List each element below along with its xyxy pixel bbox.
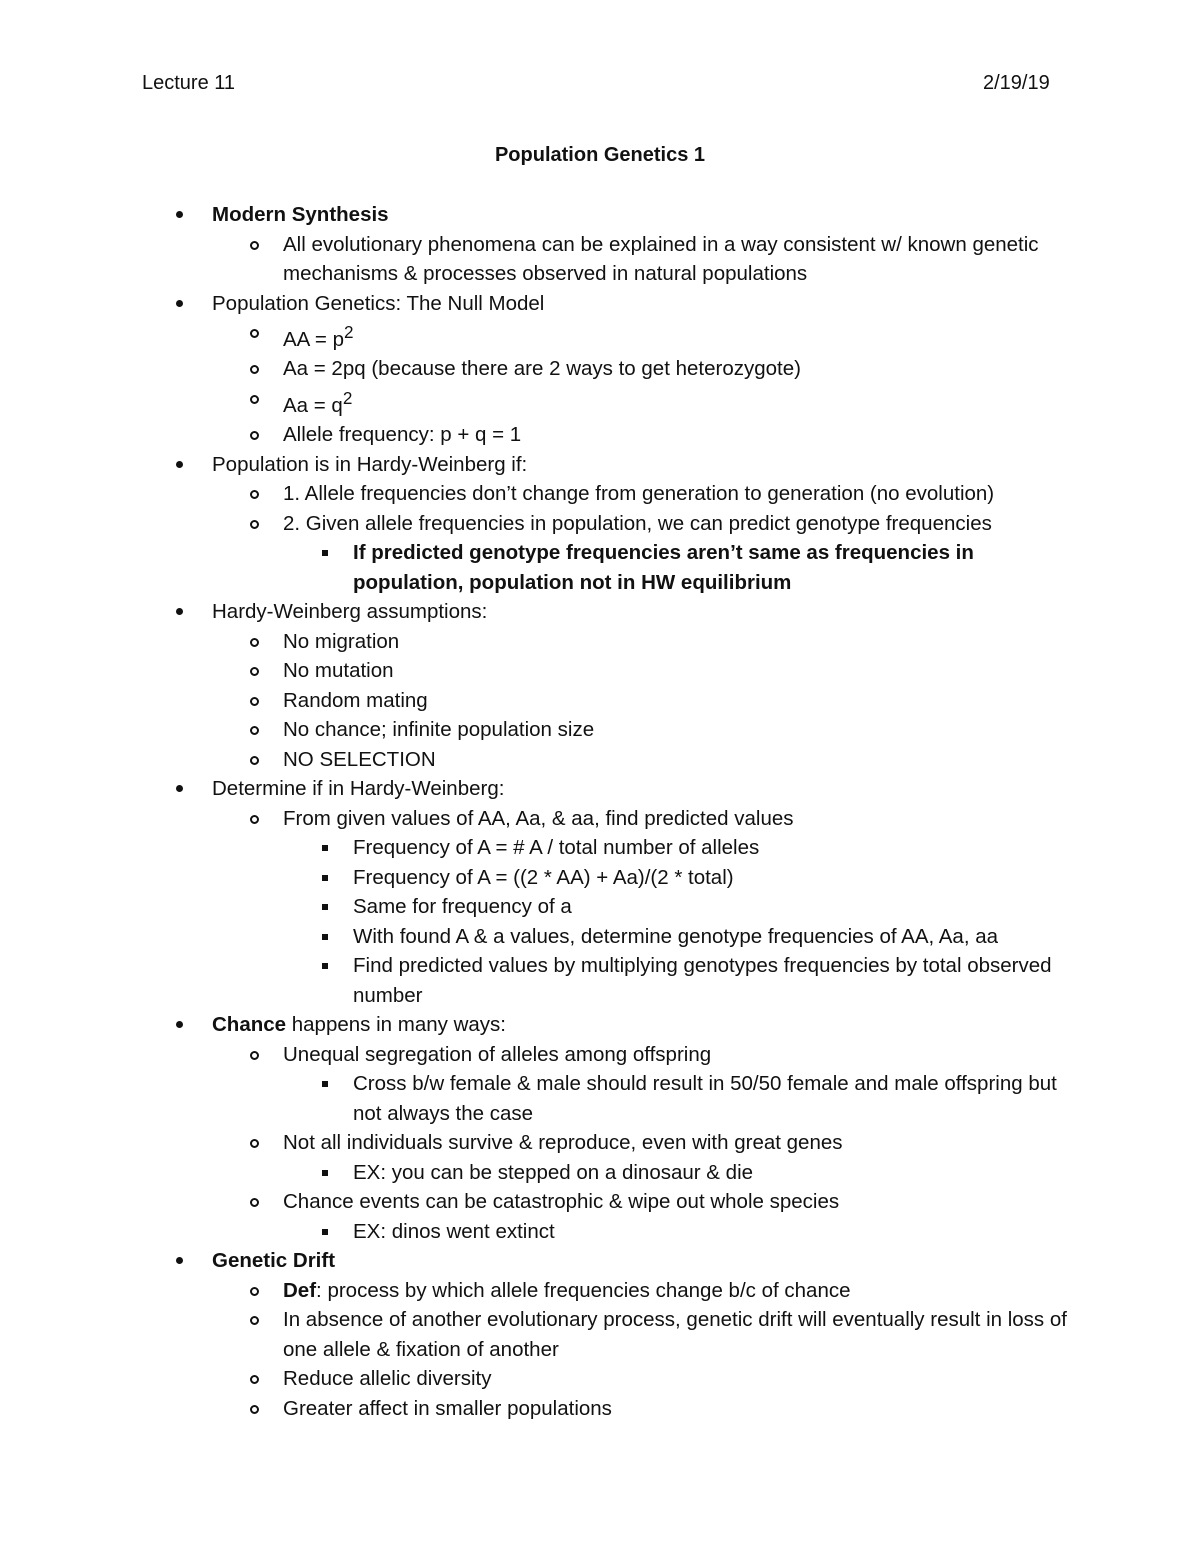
list-item-text: Population is in Hardy-Weinberg if: bbox=[212, 452, 528, 476]
list-item bbox=[0, 627, 1200, 657]
bullet-circle-icon bbox=[245, 627, 265, 657]
list-item bbox=[0, 1187, 1200, 1217]
bullet-circle-icon bbox=[245, 686, 265, 716]
list-item-text: Hardy-Weinberg assumptions: bbox=[212, 600, 488, 624]
list-item bbox=[0, 1158, 1200, 1188]
list-item-text: Chance happens in many ways: bbox=[212, 1013, 506, 1037]
list-item bbox=[0, 715, 1200, 745]
list-item bbox=[0, 1069, 1200, 1128]
notes-outline bbox=[0, 200, 1200, 1423]
bullet-circle-icon bbox=[245, 1187, 265, 1217]
list-item bbox=[0, 1276, 1200, 1306]
list-item bbox=[0, 1246, 1200, 1276]
list-item-text: Unequal segregation of alleles among offspring bbox=[283, 1042, 712, 1066]
list-item bbox=[0, 289, 1200, 319]
list-item-text: All evolutionary phenomena can be explained in a way consistent w/ known genetic mechanisms & processes observed in natural populations bbox=[283, 232, 1039, 285]
bullet-circle-icon bbox=[245, 1305, 265, 1335]
list-item-text: In absence of another evolutionary process, genetic drift will eventually result in loss of one allele & fixation of another bbox=[283, 1308, 1067, 1361]
bullet-square-icon bbox=[316, 892, 336, 922]
bullet-circle-icon bbox=[245, 1276, 265, 1306]
bullet-circle-icon bbox=[245, 384, 265, 414]
bullet-dot-icon bbox=[170, 1010, 190, 1040]
bullet-square-icon bbox=[316, 922, 336, 952]
list-item-text: No migration bbox=[283, 629, 400, 653]
bullet-circle-icon bbox=[245, 715, 265, 745]
bullet-circle-icon bbox=[245, 1128, 265, 1158]
list-item bbox=[0, 922, 1200, 952]
list-item bbox=[0, 420, 1200, 450]
list-item-text: No chance; infinite population size bbox=[283, 718, 595, 742]
list-item-text: Find predicted values by multiplying genotypes frequencies by total observed number bbox=[353, 954, 1052, 1007]
list-item-text: Determine if in Hardy-Weinberg: bbox=[212, 777, 505, 801]
list-item-text: Chance events can be catastrophic & wipe out whole species bbox=[283, 1190, 840, 1214]
list-item-text: Cross b/w female & male should result in 50/50 female and male offspring but not always the case bbox=[353, 1072, 1057, 1125]
date-label: 2/19/19 bbox=[983, 72, 1050, 94]
list-item-text: Def: process by which allele frequencies change b/c of chance bbox=[283, 1278, 851, 1302]
list-item bbox=[0, 384, 1200, 420]
bullet-square-icon bbox=[316, 951, 336, 981]
list-item bbox=[0, 1394, 1200, 1424]
list-item bbox=[0, 230, 1200, 289]
list-item-text: Greater affect in smaller populations bbox=[283, 1396, 612, 1420]
list-item bbox=[0, 1305, 1200, 1364]
list-item-text: With found A & a values, determine genotype frequencies of AA, Aa, aa bbox=[353, 924, 999, 948]
list-item bbox=[0, 318, 1200, 354]
list-item bbox=[0, 479, 1200, 509]
list-item-text: NO SELECTION bbox=[283, 747, 436, 771]
bullet-dot-icon bbox=[170, 450, 190, 480]
list-item-text: $Aa = q^2$ bbox=[283, 388, 353, 417]
list-item-text: Not all individuals survive & reproduce, even with great genes bbox=[283, 1131, 843, 1155]
bullet-circle-icon bbox=[245, 479, 265, 509]
bullet-circle-icon bbox=[245, 1394, 265, 1424]
list-item bbox=[0, 1040, 1200, 1070]
list-item-text: Aa = 2pq (because there are 2 ways to get heterozygote) bbox=[283, 357, 801, 381]
bullet-circle-icon bbox=[245, 745, 265, 775]
list-item bbox=[0, 354, 1200, 384]
bullet-circle-icon bbox=[245, 420, 265, 450]
list-item-text: Frequency of A = # A / total number of alleles bbox=[353, 836, 760, 860]
list-item bbox=[0, 951, 1200, 1010]
list-item-text: Population Genetics: The Null Model bbox=[212, 291, 545, 315]
bullet-dot-icon bbox=[170, 200, 190, 230]
bullet-circle-icon bbox=[245, 509, 265, 539]
list-item bbox=[0, 509, 1200, 539]
list-item bbox=[0, 538, 1200, 597]
bullet-square-icon bbox=[316, 1158, 336, 1188]
bullet-circle-icon bbox=[245, 1040, 265, 1070]
list-item-text: EX: dinos went extinct bbox=[353, 1219, 555, 1243]
bullet-square-icon bbox=[316, 863, 336, 893]
list-item-text: Modern Synthesis bbox=[212, 203, 389, 226]
list-item bbox=[0, 1010, 1200, 1040]
list-item-text: If predicted genotype frequencies aren’t same as frequencies in population, population not in HW equilibrium bbox=[353, 541, 974, 594]
list-item-text: EX: you can be stepped on a dinosaur & die bbox=[353, 1160, 754, 1184]
list-item bbox=[0, 863, 1200, 893]
bullet-square-icon bbox=[316, 538, 336, 568]
bullet-square-icon bbox=[316, 1069, 336, 1099]
bullet-dot-icon bbox=[170, 1246, 190, 1276]
bullet-circle-icon bbox=[245, 656, 265, 686]
list-item bbox=[0, 745, 1200, 775]
list-item-text: 1. Allele frequencies don’t change from generation to generation (no evolution) bbox=[283, 482, 995, 506]
list-item-text: Same for frequency of a bbox=[353, 895, 572, 919]
list-item bbox=[0, 597, 1200, 627]
bullet-circle-icon bbox=[245, 318, 265, 348]
list-item bbox=[0, 1217, 1200, 1247]
bullet-dot-icon bbox=[170, 774, 190, 804]
list-item bbox=[0, 200, 1200, 230]
bullet-square-icon bbox=[316, 1217, 336, 1247]
list-item bbox=[0, 892, 1200, 922]
list-item-text: Frequency of A = ((2 * AA) + Aa)/(2 * total) bbox=[353, 865, 734, 889]
list-item bbox=[0, 1364, 1200, 1394]
bullet-circle-icon bbox=[245, 1364, 265, 1394]
list-item bbox=[0, 1128, 1200, 1158]
list-item bbox=[0, 450, 1200, 480]
bullet-dot-icon bbox=[170, 597, 190, 627]
bullet-circle-icon bbox=[245, 230, 265, 260]
list-item bbox=[0, 656, 1200, 686]
bullet-circle-icon bbox=[245, 354, 265, 384]
bullet-dot-icon bbox=[170, 289, 190, 319]
list-item-text: AA = $p^2$ bbox=[283, 323, 354, 351]
list-item-text: No mutation bbox=[283, 659, 394, 683]
list-item-text: Random mating bbox=[283, 688, 428, 712]
list-item bbox=[0, 774, 1200, 804]
list-item-text: Reduce allelic diversity bbox=[283, 1367, 492, 1391]
list-item-text: Genetic Drift bbox=[212, 1249, 336, 1273]
list-item bbox=[0, 804, 1200, 834]
list-item-text: Allele frequency: p + q = 1 bbox=[283, 423, 522, 447]
bullet-circle-icon bbox=[245, 804, 265, 834]
list-item-text: 2. Given allele frequencies in population, we can predict genotype frequencies bbox=[283, 511, 992, 535]
lecture-label: Lecture 11 bbox=[142, 72, 236, 94]
list-item bbox=[0, 686, 1200, 716]
bullet-square-icon bbox=[316, 833, 336, 863]
list-item bbox=[0, 833, 1200, 863]
list-item-text: From given values of AA, Aa, & aa, find predicted values bbox=[283, 806, 794, 830]
page-title: Population Genetics 1 bbox=[494, 144, 706, 166]
